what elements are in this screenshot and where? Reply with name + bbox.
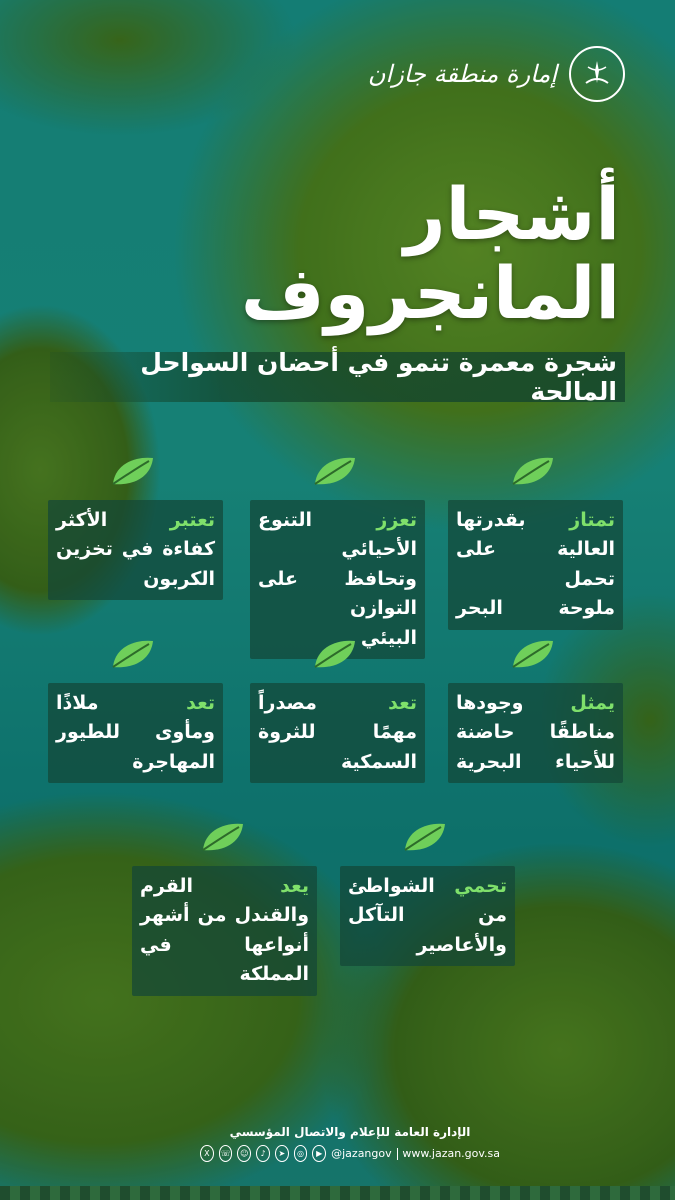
fact-card bbox=[448, 500, 623, 630]
fact-highlight: يمثل bbox=[570, 692, 615, 714]
fact-line-3: الكربون bbox=[143, 567, 215, 590]
fact-highlight: تعد bbox=[186, 692, 215, 714]
fact-line-3: السمكية bbox=[340, 750, 417, 773]
fact-text bbox=[250, 683, 425, 783]
footer-contact-row bbox=[200, 1145, 500, 1162]
fact-line-1: ملاذًا bbox=[56, 692, 187, 714]
fact-card bbox=[448, 683, 623, 783]
fact-line-1: بقدرتها bbox=[456, 509, 570, 531]
telegram-icon[interactable]: ➤ bbox=[275, 1145, 289, 1162]
fact-text bbox=[48, 683, 223, 783]
leaf-icon bbox=[311, 637, 359, 671]
fact-line-2: كفاءة في تخزين bbox=[56, 538, 215, 561]
fact-card bbox=[132, 866, 317, 996]
fact-highlight: تحمي bbox=[454, 875, 507, 897]
fact-line-2: من التآكل bbox=[348, 904, 507, 927]
youtube-icon[interactable]: ▶ bbox=[312, 1145, 326, 1162]
website-link[interactable]: www.jazan.gov.sa bbox=[402, 1147, 501, 1160]
instagram-icon[interactable]: ◎ bbox=[294, 1145, 308, 1162]
leaf-icon bbox=[509, 637, 557, 671]
leaf-icon bbox=[509, 454, 557, 488]
footer-title: الإدارة العامة للإعلام والاتصال المؤسسي bbox=[229, 1125, 471, 1139]
fact-line-2: مناطقًا حاضنة bbox=[456, 721, 615, 744]
leaf-icon bbox=[401, 820, 449, 854]
fact-line-1: وجودها bbox=[456, 692, 571, 714]
leaf-icon bbox=[199, 820, 247, 854]
fact-card bbox=[250, 500, 425, 659]
fact-highlight: تعزز bbox=[376, 509, 417, 531]
fact-highlight: تمتاز bbox=[569, 509, 615, 531]
fact-line-2: وتحافظ على التوازن bbox=[258, 567, 417, 620]
subtitle: شجرة معمرة تنمو في أحضان السواحل المالحة bbox=[140, 348, 617, 406]
fact-highlight: تعد bbox=[388, 692, 417, 714]
fact-line-2: والقندل من أشهر bbox=[140, 904, 309, 927]
fact-line-3: أنواعها في المملكة bbox=[140, 933, 309, 986]
fact-line-3: للأحياء البحرية bbox=[456, 750, 615, 773]
footer-divider bbox=[397, 1148, 398, 1160]
decorative-border bbox=[0, 1186, 675, 1200]
whatsapp-icon[interactable]: ☏ bbox=[219, 1145, 233, 1162]
page-title: أشجار المانجروف bbox=[240, 172, 620, 336]
fact-card bbox=[48, 683, 223, 783]
snapchat-icon[interactable]: ☺ bbox=[237, 1145, 251, 1162]
fact-line-3: المهاجرة bbox=[132, 750, 215, 773]
social-handle[interactable]: @jazangov bbox=[331, 1147, 392, 1160]
fact-line-1: التنوع الأحيائي bbox=[258, 509, 417, 561]
fact-line-1: مصدراً bbox=[258, 692, 389, 714]
subtitle-banner bbox=[50, 348, 625, 406]
tiktok-icon[interactable]: ♪ bbox=[256, 1145, 270, 1162]
fact-text bbox=[340, 866, 515, 966]
fact-text bbox=[48, 500, 223, 600]
fact-line-3: والأعاصير bbox=[416, 933, 507, 956]
fact-card bbox=[340, 866, 515, 966]
emirate-logo bbox=[368, 46, 625, 102]
footer bbox=[200, 1125, 500, 1162]
fact-text bbox=[250, 500, 425, 659]
leaf-icon bbox=[109, 454, 157, 488]
fact-line-1: الأكثر bbox=[56, 509, 170, 531]
fact-highlight: تعتبر bbox=[169, 509, 215, 531]
fact-line-1: الشواطئ bbox=[348, 875, 455, 897]
logo-text: إمارة منطقة جازان bbox=[367, 60, 557, 88]
fact-line-2: مهمًا للثروة bbox=[258, 721, 417, 744]
fact-line-1: القرم bbox=[140, 875, 281, 897]
fact-line-2: ومأوى للطيور bbox=[56, 721, 215, 744]
fact-line-3: ملوحة البحر bbox=[456, 597, 615, 620]
leaf-icon bbox=[311, 454, 359, 488]
fact-highlight: يعد bbox=[280, 875, 309, 897]
fact-line-3: البيئي bbox=[360, 626, 417, 649]
x-icon[interactable]: X bbox=[200, 1145, 214, 1162]
fact-card bbox=[48, 500, 223, 600]
fact-text bbox=[448, 500, 623, 630]
saudi-emblem-icon bbox=[569, 46, 625, 102]
leaf-icon bbox=[109, 637, 157, 671]
fact-line-2: العالية على تحمل bbox=[456, 538, 615, 590]
fact-text bbox=[448, 683, 623, 783]
fact-card bbox=[250, 683, 425, 783]
fact-text bbox=[132, 866, 317, 996]
